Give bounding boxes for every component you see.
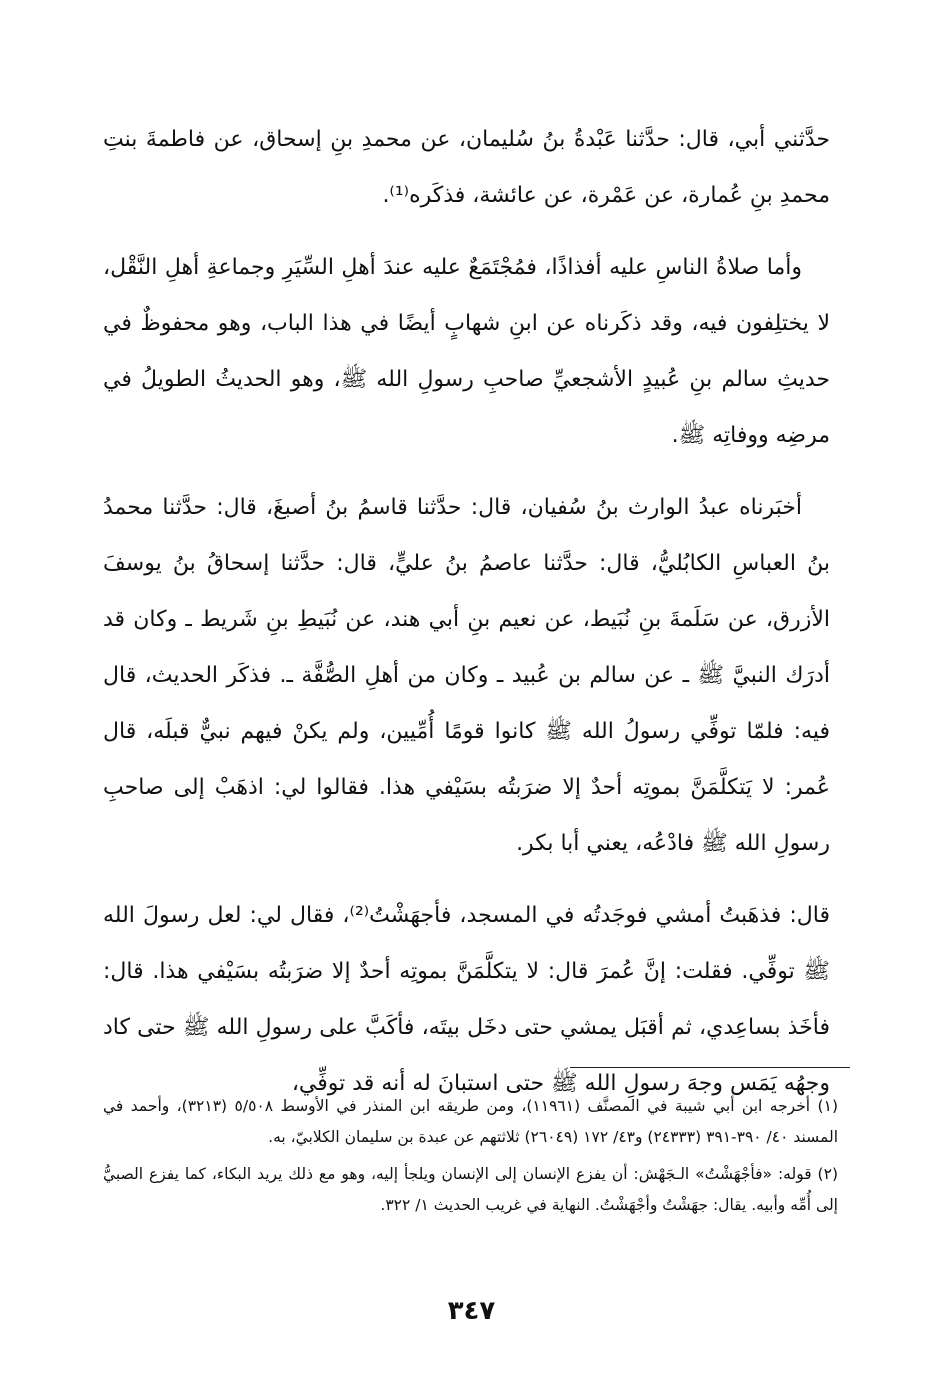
page-number: ٣٤٧ — [447, 1296, 496, 1326]
footnote-2: (٢) قوله: «فأجْهَشْتُ» الـجَهْش: أن يفزع الإنسان إلى الإنسان ويلجأ إليه، وهو مع ذلك يريد البكاء، كما يفزع الصبيُّ إلى أُمِّه وأبيه. يقال: جهَشْتُ وأجْهَشْتُ. النهاية في غريب الحديث ١/ ٣٢٢. — [103, 1165, 838, 1214]
paragraph-1: حدَّثني أبي، قال: حدَّثنا عَبْدةُ بنُ سُليمان، عن محمدِ بنِ إسحاق، عن فاطمةَ بنتِ محمدِ بنِ عُمارة، عن عَمْرة، عن عائشة، فذكَره⁽¹⁾. — [103, 127, 830, 208]
footnote-separator — [570, 1067, 850, 1068]
paragraph-4: قال: فذهَبتُ أمشي فوجَدتُه في المسجد، فأجهَشْتُ⁽²⁾، فقال لي: لعل رسولَ الله ﷺ توفِّي. فقلت: إنَّ عُمرَ قال: لا يتكلَّمَنَّ بموتِه أحدٌ إلا ضرَبتُه بسَيْفي هذا. قال: فأخَذ بساعِدي، ثم أقبَل يمشي حتى دخَل بيتَه، فأكَبَّ على رسولِ الله ﷺ حتى كاد وجهُه يَمَس وجهَ رسولِ الله ﷺ حتى استبانَ له أنه قد توفِّي، — [103, 903, 830, 1096]
paragraph-3: أخبَرناه عبدُ الوارث بنُ سُفيان، قال: حدَّثنا قاسمُ بنُ أصبغَ، قال: حدَّثنا محمدُ بنُ العباسِ الكابُليُّ، قال: حدَّثنا عاصمُ بنُ عليٍّ، قال: حدَّثنا إسحاقُ بنُ يوسفَ الأزرق، عن سَلَمةَ بنِ نُبَيط، عن نعيم بنِ أبي هند، عن نُبَيطِ بنِ شَريط ـ وكان قد أدرَك النبيَّ ﷺ ـ عن سالم بن عُبيد ـ وكان من أهلِ الصُّفَّة ـ. فذكَر الحديث، قال فيه: فلمّا توفِّي رسولُ الله ﷺ كانوا قومًا أُمِّيين، ولم يكنْ فيهم نبيٌّ قبلَه، قال عُمر: لا يَتكلَّمَنَّ بموتِه أحدٌ إلا ضرَبتُه بسَيْفي هذا. فقالوا لي: اذهَبْ إلى صاحبِ رسولِ الله ﷺ فادْعُه، يعني أبا بكر. — [103, 495, 830, 856]
main-text — [103, 112, 830, 1112]
footnotes — [103, 1091, 838, 1227]
paragraph-2: وأما صلاةُ الناسِ عليه أفذاذًا، فمُجْتَمَعٌ عليه عندَ أهلِ السِّيَرِ وجماعةِ أهلِ النَّقْل، لا يختلِفون فيه، وقد ذكَرناه عن ابنِ شهابٍ أيضًا في هذا الباب، وهو محفوظٌ في حديثِ سالم بنِ عُبيدٍ الأشجعيِّ صاحبِ رسولِ الله ﷺ، وهو الحديثُ الطويلُ في مرضِه ووفاتِه ﷺ. — [103, 255, 830, 448]
footnote-1: (١) أخرجه ابن أبي شيبة في المصنَّف (١١٩٦١)، ومن طريقه ابن المنذر في الأوسط ٥/٥٠٨ (٣٢١٣)، وأحمد في المسند ٤٠/ ٣٩٠-٣٩١ (٢٤٣٣٣) و٤٣/ ١٧٢ (٢٦٠٤٩) ثلاثتهم عن عبدة بن سليمان الكلابيّ، به. — [103, 1097, 838, 1146]
